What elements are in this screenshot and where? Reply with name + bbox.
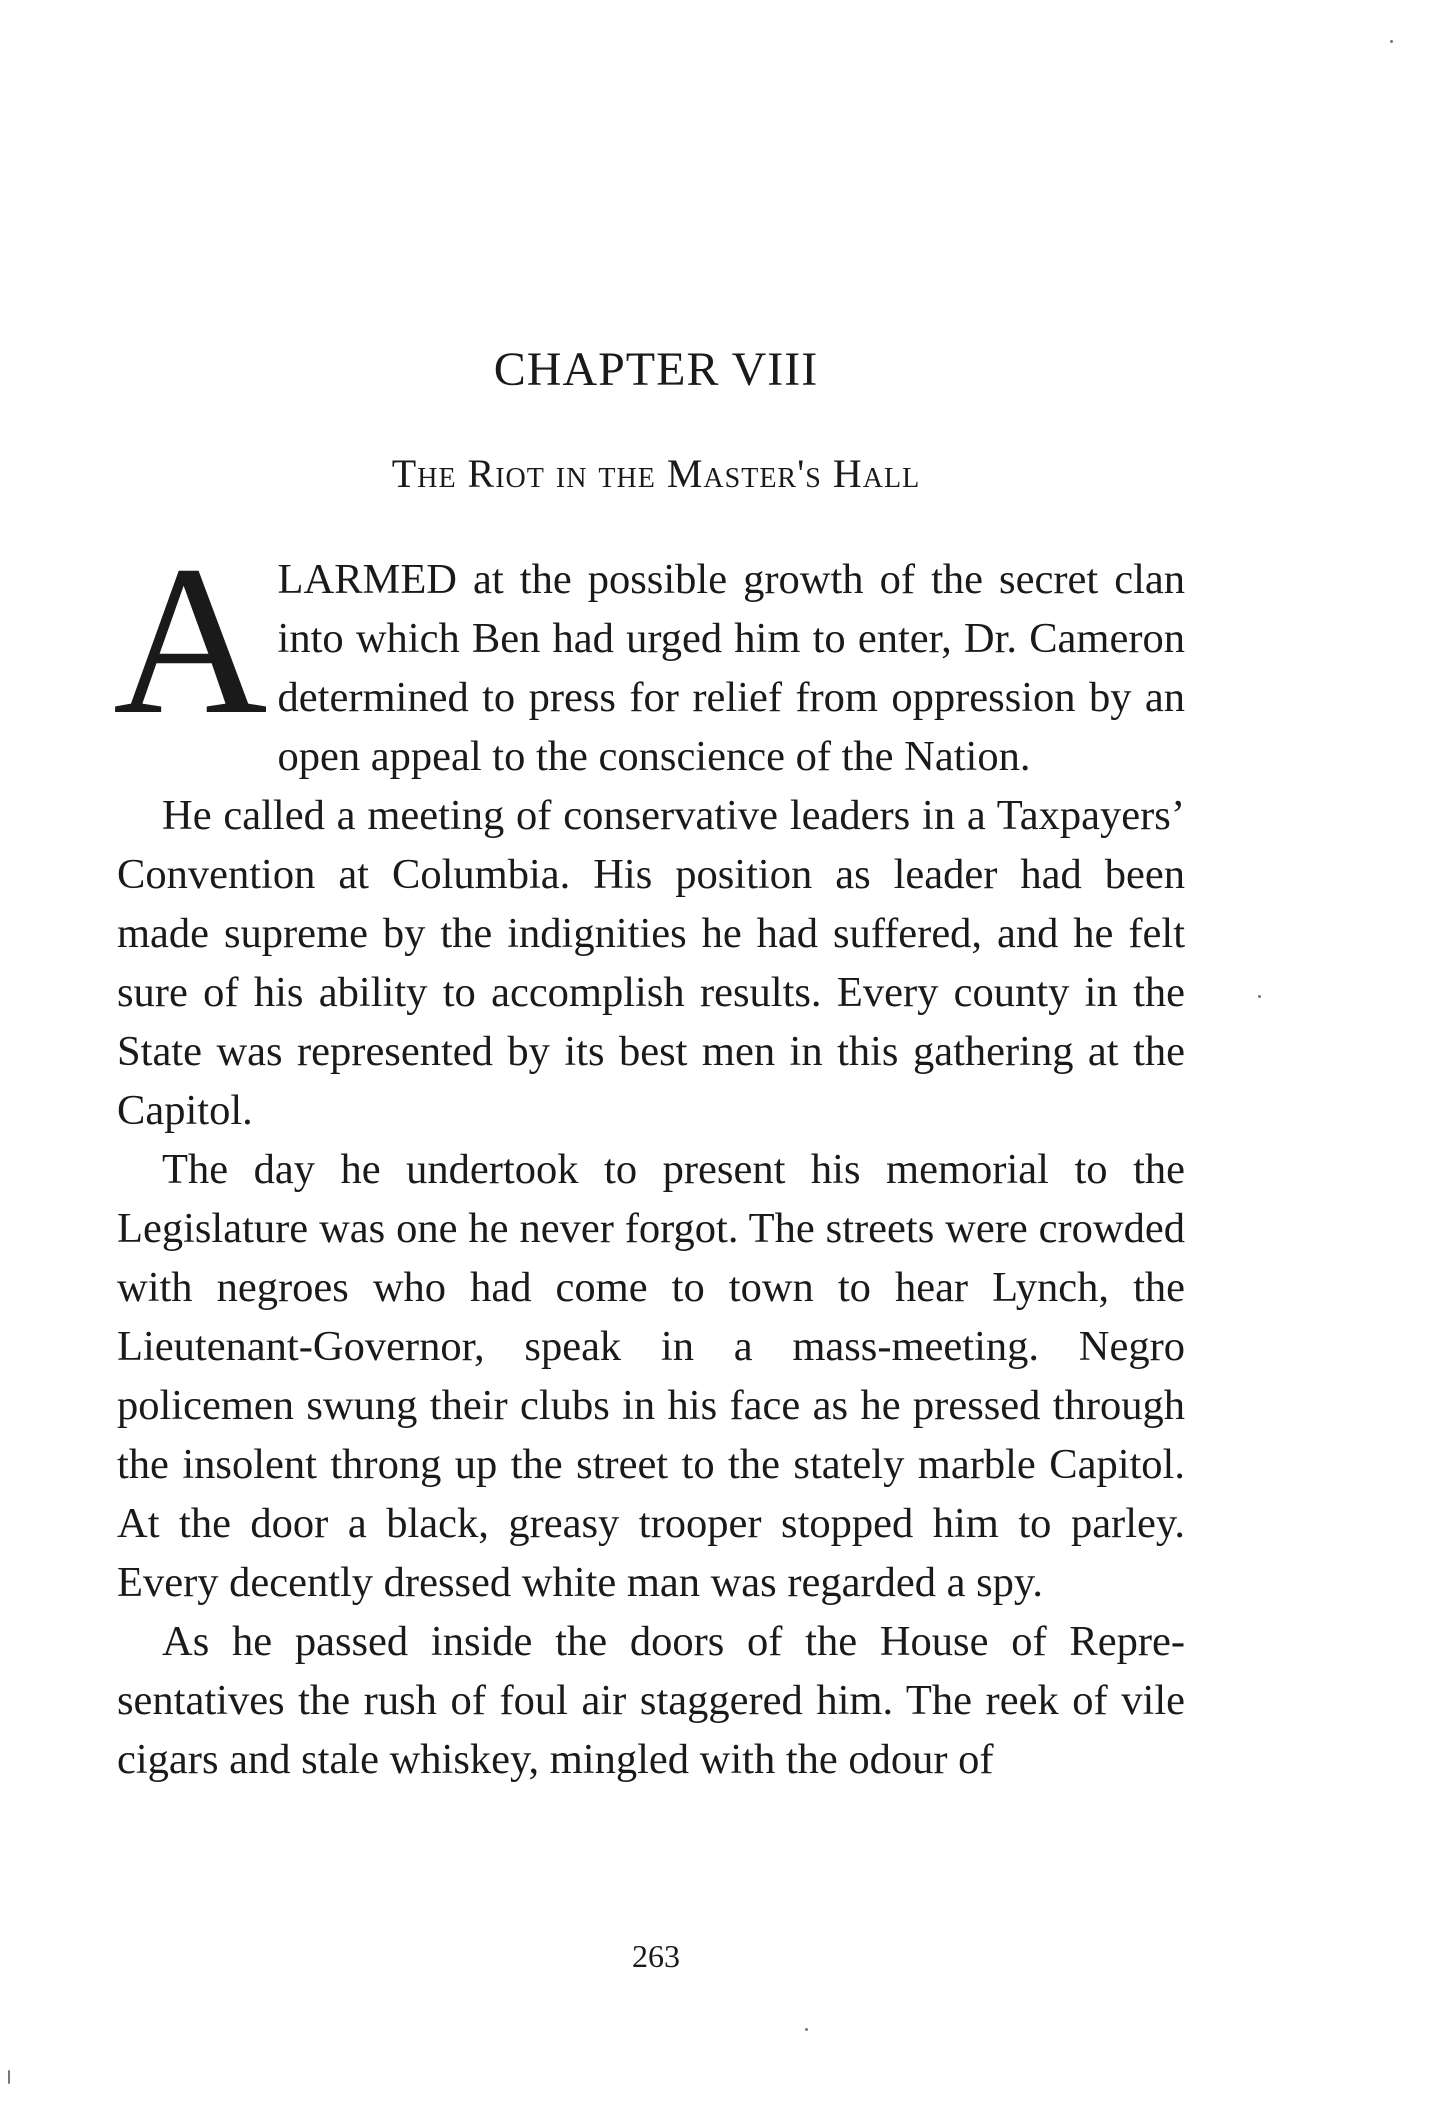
paragraph-1-text: LARMED at the possible growth of the secret clan into which Ben had urged him to enter, Dr. Cameron determined to press for relief from oppression by an open appeal to the conscience of the Nation. <box>277 556 1185 780</box>
paragraph-2: He called a meeting of conservative leaders in a Taxpayers’ Convention at Columbia. His position as leader had been made supreme by the indignities he had suffered, and he felt sure of his ability to accomplish results. Every county in the State was represented by its best men in this gathering at the Capitol. <box>117 792 1185 1134</box>
scan-speck <box>1390 40 1393 43</box>
paragraph-1 <box>113 522 1185 786</box>
paragraph-3: The day he undertook to present his memorial to the Legislature was one he never forgot. The streets were crowded with negroes who had come to town to hear Lynch, the Lieutenant-Governor, speak in a mass-meeting. Negro policemen swung their clubs in his face as he pressed through the insolent throng up the street to the stately marble Capitol. At the door a black, greasy trooper stopped him to parley. Every decently dressed white man was regarded a spy. <box>117 1146 1185 1606</box>
scan-speck <box>8 2070 10 2084</box>
body-text <box>113 522 1185 1789</box>
chapter-heading: CHAPTER VIII <box>493 343 819 396</box>
paragraph-4: As he passed inside the doors of the House of Representatives the rush of foul air staggered him. The reek of vile cigars and stale whiskey, mingled with the odour of <box>117 1618 1185 1783</box>
chapter-title: The Riot in the Master's Hall <box>391 451 921 496</box>
page-number: 263 <box>632 1938 680 1974</box>
scan-speck <box>1258 995 1261 998</box>
scan-speck <box>805 2028 808 2031</box>
drop-cap-initial: A <box>113 522 268 759</box>
